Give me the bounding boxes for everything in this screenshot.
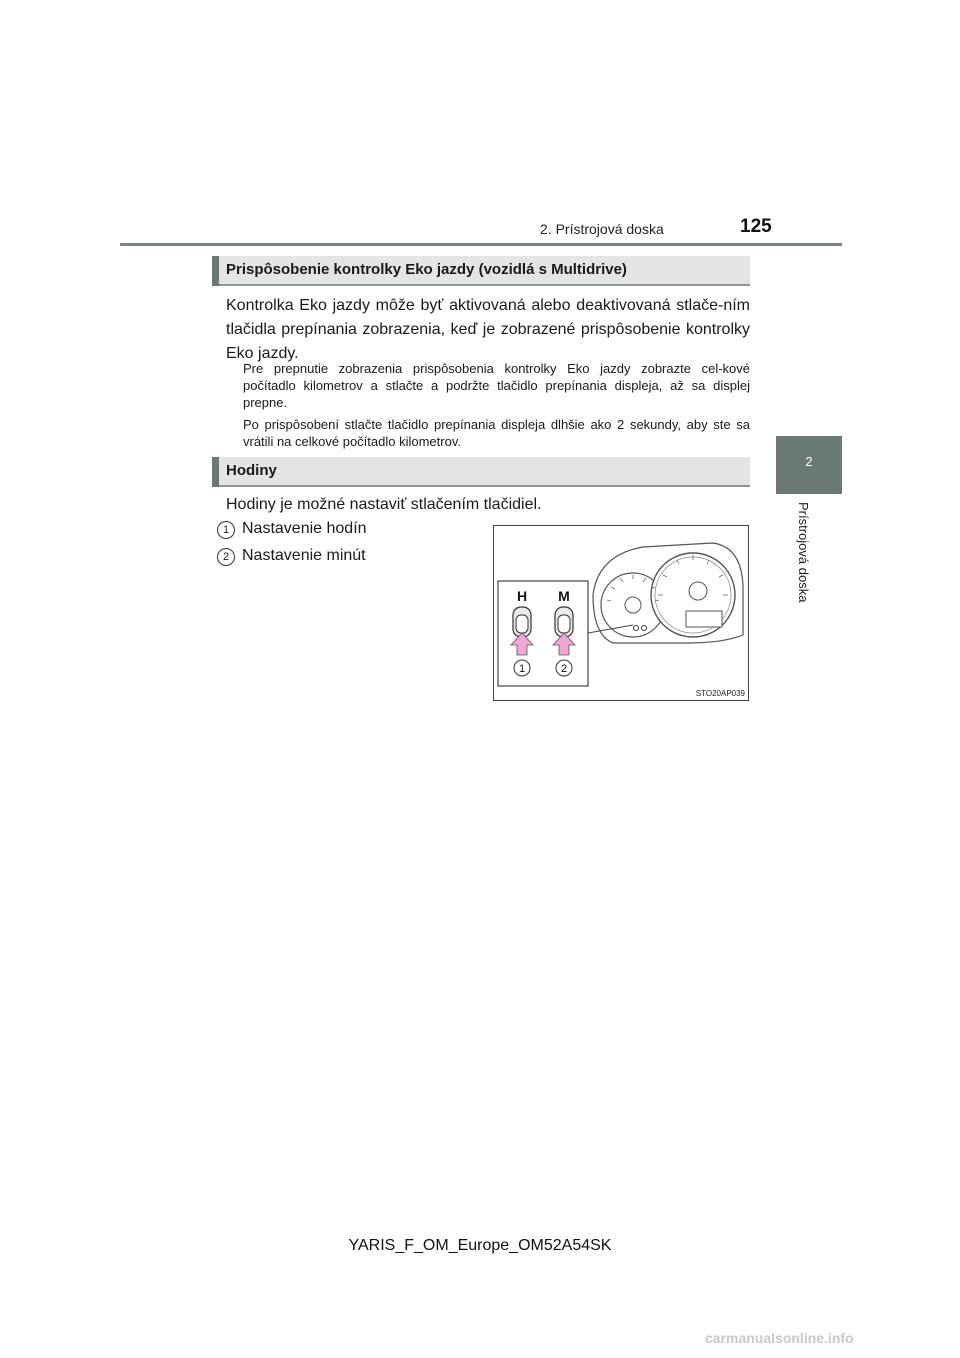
button-h-label: H: [516, 588, 528, 604]
callout-number: 2: [560, 663, 568, 675]
section-paragraph: Hodiny je možné nastaviť stlačením tlačidiel.: [226, 496, 542, 513]
section-heading-text: Hodiny: [226, 462, 277, 479]
button-m-label: M: [558, 588, 570, 604]
instrument-cluster-illustration: [493, 525, 749, 701]
list-number-icon: 2: [217, 548, 235, 566]
chapter-tab: [776, 436, 842, 494]
list-number-icon: 1: [217, 521, 235, 539]
list-item: Nastavenie hodín: [242, 520, 367, 537]
section-heading-eco: [212, 256, 750, 286]
header-divider: [120, 243, 842, 246]
section-paragraph: Kontrolka Eko jazdy môže byť aktivovaná alebo deaktivovaná stlače-ním tlačidla prepínania zobrazenia, keď je zobrazené prispôsobenie kontrolky Eko jazdy.: [226, 297, 750, 362]
section-heading-clock: [212, 457, 750, 487]
note-paragraph: Pre prepnutie zobrazenia prispôsobenia kontrolky Eko jazdy zobrazte cel-kové počítadlo kilometrov a stlačte a podržte tlačidlo prepínania displeja, až sa displej prepne.: [243, 361, 750, 410]
chapter-tab-number: 2: [805, 454, 813, 469]
illustration-code: STO20AP039: [695, 689, 745, 698]
note-paragraph: Po prispôsobení stlačte tlačidlo prepínania displeja dlhšie ako 2 sekundy, aby ste sa vrátili na celkové počítadlo kilometrov.: [243, 417, 750, 449]
list-item: Nastavenie minút: [242, 547, 366, 564]
watermark: carmanualsonline.info: [705, 1330, 854, 1346]
callout-number: 1: [518, 663, 526, 675]
header-section-title: 2. Prístrojová doska: [540, 221, 664, 237]
page-number: 125: [740, 216, 772, 237]
footer-doc-id: YARIS_F_OM_Europe_OM52A54SK: [348, 1237, 612, 1254]
section-heading-text: Prispôsobenie kontrolky Eko jazdy (vozidlá s Multidrive): [226, 261, 627, 278]
chapter-tab-label: Prístrojová doska: [796, 502, 811, 603]
